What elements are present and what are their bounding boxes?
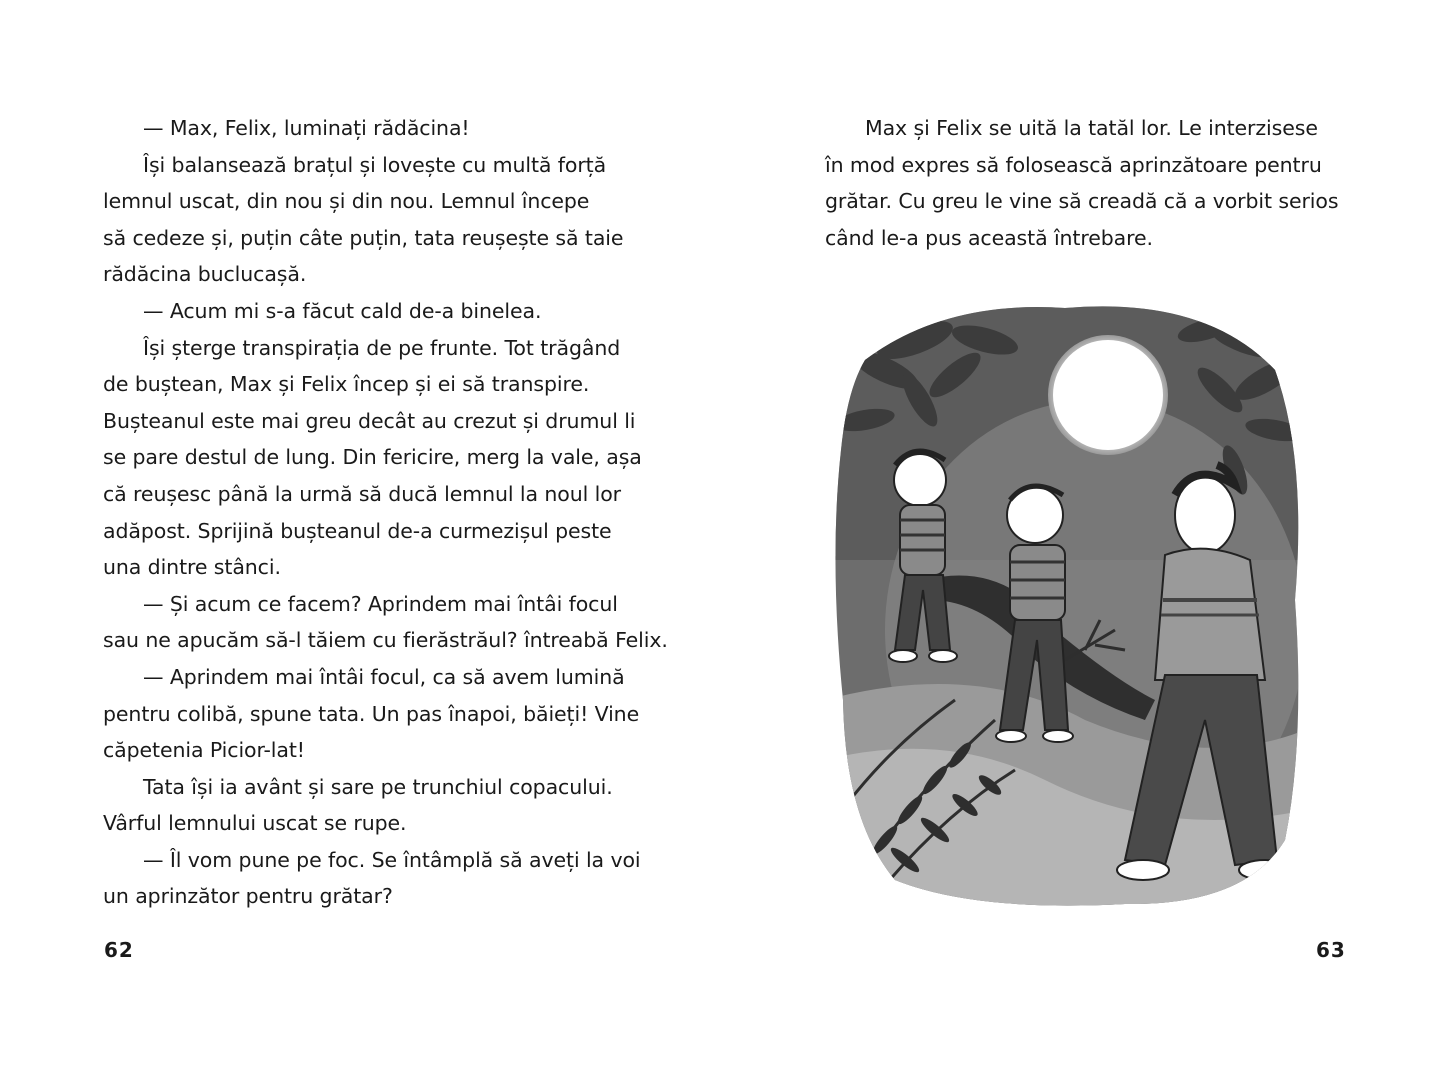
text-line: rădăcina buclucașă. — [103, 262, 307, 287]
text-line: grătar. Cu greu le vine să creadă că a vorbit serios — [825, 189, 1339, 214]
text-line: — Acum mi s-a făcut cald de-a binelea. — [143, 298, 542, 323]
text-line: pentru colibă, spune tata. Un pas înapoi, băieți! Vine — [103, 701, 640, 726]
text-line: — Și acum ce facem? Aprindem mai întâi focul — [143, 591, 618, 616]
text-line: adăpost. Sprijină bușteanul de-a curmezișul peste — [103, 518, 612, 543]
text-line: una dintre stânci. — [103, 555, 281, 580]
illustration-svg — [825, 300, 1305, 912]
left-page — [0, 0, 722, 1083]
text-line: lemnul uscat, din nou și din nou. Lemnul începe — [103, 189, 590, 214]
text-line: Tata își ia avânt și sare pe trunchiul copacului. — [143, 774, 613, 799]
text-line: în mod expres să folosească aprinzătoare pentru — [825, 152, 1322, 177]
scene-group — [825, 300, 1305, 912]
text-line: Bușteanul este mai greu decât au crezut și drumul li — [103, 408, 636, 433]
text-line: un aprinzător pentru grătar? — [103, 884, 393, 909]
text-line: Își balansează brațul și lovește cu multă forță — [143, 152, 607, 177]
moon-core — [1053, 340, 1163, 450]
text-line: de buștean, Max și Felix încep și ei să transpire. — [103, 372, 590, 397]
text-line: când le-a pus această întrebare. — [825, 225, 1153, 250]
text-line: sau ne apucăm să-l tăiem cu fierăstrăul? întreabă Felix. — [103, 628, 668, 653]
text-line: Vârful lemnului uscat se rupe. — [103, 811, 407, 836]
text-line: — Max, Felix, luminați rădăcina! — [143, 116, 470, 140]
forest-night-illustration — [825, 300, 1305, 912]
right-page — [722, 0, 1445, 1083]
page-number-left: 62 — [104, 938, 134, 962]
text-line: Își șterge transpirația de pe frunte. Tot trăgând — [143, 335, 621, 360]
text-line: Max și Felix se uită la tatăl lor. Le interzisese — [865, 116, 1318, 140]
left-page-text — [103, 110, 668, 915]
text-line: să cedeze și, puțin câte puțin, tata reușește să taie — [103, 225, 624, 250]
page-number-right: 63 — [1316, 938, 1346, 962]
text-line: căpetenia Picior-lat! — [103, 738, 305, 763]
text-line: se pare destul de lung. Din fericire, merg la vale, așa — [103, 445, 642, 470]
text-line: — Îl vom pune pe foc. Se întâmplă să aveți la voi — [143, 847, 641, 872]
text-line: — Aprindem mai întâi focul, ca să avem lumină — [143, 664, 625, 689]
text-line: că reușesc până la urmă să ducă lemnul la noul lor — [103, 481, 621, 506]
right-page-text — [825, 110, 1338, 256]
